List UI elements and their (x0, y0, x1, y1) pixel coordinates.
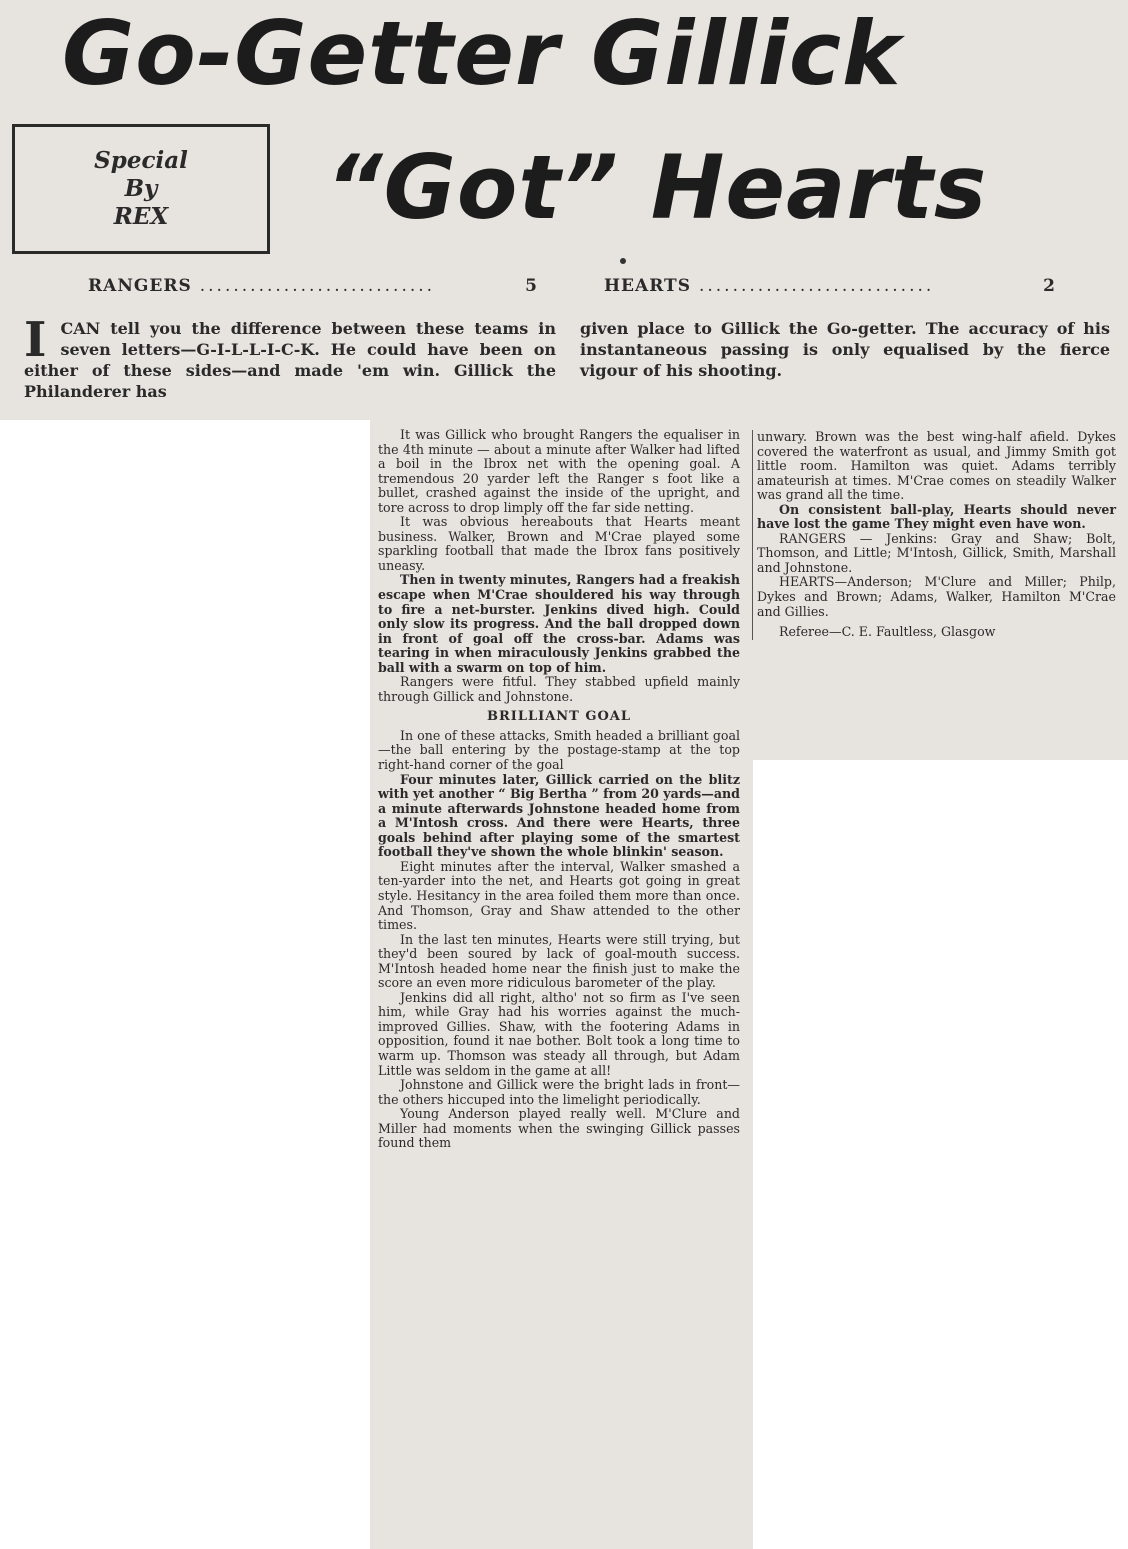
byline-by: By (124, 175, 158, 202)
referee-line: Referee—C. E. Faultless, Glasgow (779, 624, 996, 640)
score-leader-dots: ............................ (199, 276, 436, 296)
body-paragraph: Rangers were fitful. They stabbed upfield mainly through Gillick and Johnstone. (378, 674, 740, 704)
body-paragraph: In the last ten minutes, Hearts were still trying, but they'd been soured by lack of goal-mouth success. M'Intosh headed home near the finish just to make the score an even more ridiculous barometer of the play. (378, 931, 740, 991)
body-paragraph: Four minutes later, Gillick carried on the blitz with yet another “ Big Bertha ” from 20 yards—and a minute afterwards Johnstone headed home from a M'Intosh cross. And there were Hearts, three goals behind after playing some of the smartest football they've shown the whole blinkin' season. (378, 771, 740, 860)
score-away-row (604, 276, 1056, 296)
body-paragraph: It was Gillick who brought Rangers the equaliser in the 4th minute — about a minute after Walker had lifted a boil in the Ibrox net with the opening goal. A tremendous 20 yarder left the Ranger s foot like a bullet, crashed against the inside of the upright, and tore across to drop limply off the far side netting. (378, 427, 740, 515)
article-column-2 (752, 430, 1116, 640)
headline-line-1: Go-Getter Gillick (62, 2, 902, 105)
score-leader-dots: ............................ (698, 276, 935, 296)
drop-cap: I (24, 312, 47, 368)
body-paragraph: Then in twenty minutes, Rangers had a freakish escape when M'Crae shouldered his way through to fire a net-burster. Jenkins dived high. Could only slow its progress. And the ball dropped down in front of goal off the cross-bar. Adams was tearing in when miraculously Jenkins grabbed the ball with a swarm on top of him. (378, 572, 740, 675)
byline-box (12, 124, 270, 254)
lead-paragraph-left (24, 312, 556, 402)
away-team-name: HEARTS (604, 276, 691, 296)
lead-text-left: CAN tell you the difference between these teams in seven letters—G-I-L-L-I-C-K. He could have been on either of these sides—and made 'em win. Gillick the Philanderer has (24, 319, 556, 401)
home-team-name: RANGERS (88, 276, 192, 296)
lead-paragraph-right: given place to Gillick the Go-getter. The accuracy of his instantaneous passing is only equalised by the fierce vigour of his shooting. (580, 319, 1110, 380)
body-paragraph: unwary. Brown was the best wing-half afield. Dykes covered the waterfront as usual, and Jimmy Smith got little room. Hamilton was quiet. Adams terribly amateurish at times. M'Crae comes on steadily Walker was grand all the time. (757, 429, 1116, 503)
print-dot (620, 258, 626, 264)
home-team-goals: 5 (525, 276, 538, 296)
byline-author: REX (113, 203, 169, 230)
body-paragraph: It was obvious hereabouts that Hearts meant business. Walker, Brown and M'Crae played some sparkling football that made the Ibrox fans positively uneasy. (378, 514, 740, 573)
score-home-row (88, 276, 538, 296)
team-line-rangers: RANGERS — Jenkins: Gray and Shaw; Bolt, Thomson, and Little; M'Intosh, Gillick, Smith, Marshall and Johnstone. (757, 530, 1116, 575)
body-paragraph: Eight minutes after the interval, Walker smashed a ten-yarder into the net, and Hearts got going in great style. Hesitancy in the area foiled them more than once. And Thomson, Gray and Shaw attended to the other times. (378, 858, 740, 933)
article-column-1 (378, 428, 740, 1151)
body-paragraph: Johnstone and Gillick were the bright lads in front—the others hiccuped into the limelight periodically. (378, 1077, 740, 1107)
body-paragraph: Young Anderson played really well. M'Clure and Miller had moments when the swinging Gillick passes found them (378, 1106, 740, 1151)
byline-special: Special (94, 147, 188, 174)
team-line-hearts: HEARTS—Anderson; M'Clure and Miller; Philp, Dykes and Brown; Adams, Walker, Hamilton M'Crae and Gillies. (757, 574, 1116, 619)
section-subhead: BRILLIANT GOAL (486, 709, 632, 725)
headline-line-2: “Got” Hearts (326, 136, 988, 239)
body-paragraph: In one of these attacks, Smith headed a brilliant goal—the ball entering by the postage-stamp at the top right-hand corner of the goal (378, 727, 740, 773)
away-team-goals: 2 (1043, 276, 1056, 296)
body-paragraph: On consistent ball-play, Hearts should never have lost the game They might even have won. (757, 501, 1116, 532)
body-paragraph: Jenkins did all right, altho' not so firm as I've seen him, while Gray had his worries against the much-improved Gillies. Shaw, with the footering Adams in opposition, found it nae bother. Bolt took a long time to warm up. Thomson was steady all through, but Adam Little was seldom in the game at all! (378, 989, 740, 1078)
